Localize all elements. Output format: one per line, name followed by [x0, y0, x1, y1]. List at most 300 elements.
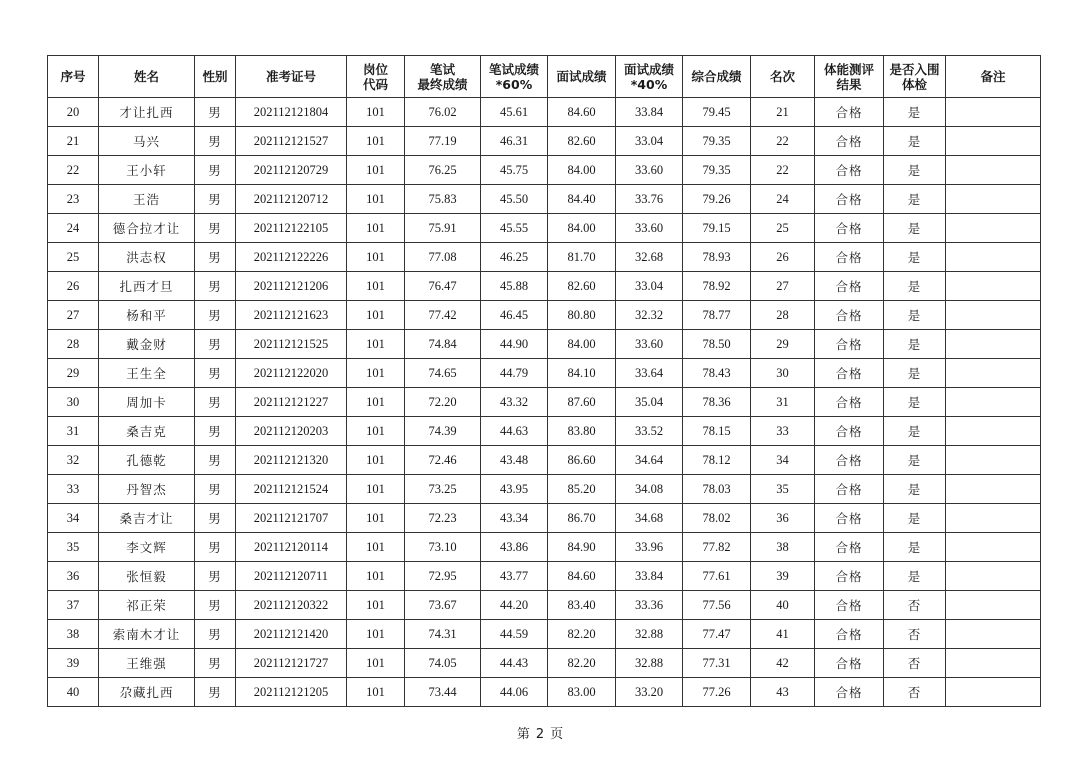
table-cell: 101	[347, 330, 405, 359]
table-row	[48, 417, 1041, 446]
table-cell: 30	[48, 388, 99, 417]
table-cell: 34.64	[616, 446, 683, 475]
table-cell	[946, 446, 1041, 475]
table-cell	[946, 243, 1041, 272]
table-cell: 78.77	[683, 301, 751, 330]
table-cell: 83.80	[548, 417, 616, 446]
table-cell: 是	[884, 533, 946, 562]
table-cell: 33	[48, 475, 99, 504]
table-cell: 否	[884, 620, 946, 649]
table-cell: 202112120114	[236, 533, 347, 562]
table-cell: 101	[347, 127, 405, 156]
table-cell: 戴金财	[99, 330, 195, 359]
table-cell: 77.26	[683, 678, 751, 707]
table-cell	[946, 98, 1041, 127]
header-cell: 名次	[751, 56, 815, 98]
table-cell: 是	[884, 127, 946, 156]
table-cell: 72.20	[405, 388, 481, 417]
table-cell: 王小轩	[99, 156, 195, 185]
table-cell: 合格	[815, 649, 884, 678]
table-cell: 王维强	[99, 649, 195, 678]
table-cell: 79.45	[683, 98, 751, 127]
table-cell: 是	[884, 417, 946, 446]
header-cell: 笔试成绩 *60%	[481, 56, 548, 98]
table-cell: 33.52	[616, 417, 683, 446]
table-cell: 82.20	[548, 649, 616, 678]
table-row	[48, 475, 1041, 504]
header-cell: 岗位 代码	[347, 56, 405, 98]
table-cell: 才让扎西	[99, 98, 195, 127]
table-cell: 30	[751, 359, 815, 388]
table-cell: 33.64	[616, 359, 683, 388]
page-footer	[0, 723, 1080, 742]
table-cell: 22	[751, 156, 815, 185]
table-cell: 男	[195, 388, 236, 417]
table-cell: 202112121420	[236, 620, 347, 649]
table-cell: 202112120711	[236, 562, 347, 591]
table-cell: 77.82	[683, 533, 751, 562]
table-cell: 101	[347, 678, 405, 707]
table-cell: 44.79	[481, 359, 548, 388]
table-cell: 24	[751, 185, 815, 214]
table-cell: 38	[48, 620, 99, 649]
table-cell: 77.31	[683, 649, 751, 678]
header-cell: 面试成绩	[548, 56, 616, 98]
table-cell: 73.25	[405, 475, 481, 504]
table-cell: 101	[347, 446, 405, 475]
table-cell: 是	[884, 156, 946, 185]
table-cell: 46.31	[481, 127, 548, 156]
table-row	[48, 504, 1041, 533]
table-cell: 44.06	[481, 678, 548, 707]
table-cell: 33.84	[616, 98, 683, 127]
table-row	[48, 678, 1041, 707]
table-cell: 46.25	[481, 243, 548, 272]
table-cell: 是	[884, 446, 946, 475]
table-cell	[946, 649, 1041, 678]
table-cell: 32	[48, 446, 99, 475]
table-cell: 78.43	[683, 359, 751, 388]
table-cell: 33.84	[616, 562, 683, 591]
table-cell: 45.61	[481, 98, 548, 127]
table-cell: 是	[884, 359, 946, 388]
table-cell: 202112121707	[236, 504, 347, 533]
table-cell: 83.00	[548, 678, 616, 707]
table-cell: 79.26	[683, 185, 751, 214]
table-cell: 否	[884, 678, 946, 707]
table-cell: 40	[48, 678, 99, 707]
table-cell: 82.20	[548, 620, 616, 649]
table-row	[48, 359, 1041, 388]
table-cell: 是	[884, 562, 946, 591]
table-cell: 合格	[815, 591, 884, 620]
table-cell: 是	[884, 185, 946, 214]
table-cell: 男	[195, 301, 236, 330]
table-cell: 77.19	[405, 127, 481, 156]
table-cell: 34.08	[616, 475, 683, 504]
table-cell: 101	[347, 272, 405, 301]
table-row	[48, 156, 1041, 185]
table-cell: 合格	[815, 272, 884, 301]
table-row	[48, 533, 1041, 562]
table-cell: 75.91	[405, 214, 481, 243]
table-cell	[946, 678, 1041, 707]
table-cell: 43.32	[481, 388, 548, 417]
table-cell: 33.60	[616, 214, 683, 243]
header-cell: 面试成绩 *40%	[616, 56, 683, 98]
table-cell: 202112120712	[236, 185, 347, 214]
table-cell: 77.61	[683, 562, 751, 591]
table-cell: 74.65	[405, 359, 481, 388]
table-row	[48, 214, 1041, 243]
table-cell: 21	[48, 127, 99, 156]
table-cell: 101	[347, 533, 405, 562]
table-cell: 101	[347, 388, 405, 417]
table-cell: 79.35	[683, 127, 751, 156]
table-cell: 78.50	[683, 330, 751, 359]
table-cell	[946, 301, 1041, 330]
table-cell: 202112121727	[236, 649, 347, 678]
table-cell: 101	[347, 649, 405, 678]
table-cell: 31	[751, 388, 815, 417]
table-cell: 合格	[815, 620, 884, 649]
table-row	[48, 127, 1041, 156]
table-cell: 79.15	[683, 214, 751, 243]
table-cell	[946, 591, 1041, 620]
table-cell: 33	[751, 417, 815, 446]
header-cell: 体能测评 结果	[815, 56, 884, 98]
table-row	[48, 330, 1041, 359]
header-cell: 姓名	[99, 56, 195, 98]
table-row	[48, 562, 1041, 591]
table-cell: 29	[751, 330, 815, 359]
table-cell: 20	[48, 98, 99, 127]
table-cell: 王生全	[99, 359, 195, 388]
table-cell: 合格	[815, 98, 884, 127]
table-cell: 43.77	[481, 562, 548, 591]
table-cell	[946, 330, 1041, 359]
table-cell	[946, 388, 1041, 417]
table-row	[48, 620, 1041, 649]
table-cell: 44.90	[481, 330, 548, 359]
table-cell: 44.43	[481, 649, 548, 678]
table-cell: 是	[884, 98, 946, 127]
table-cell: 男	[195, 98, 236, 127]
table-cell: 合格	[815, 301, 884, 330]
table-cell	[946, 214, 1041, 243]
table-cell	[946, 185, 1041, 214]
table-cell: 101	[347, 504, 405, 533]
table-cell: 72.95	[405, 562, 481, 591]
table-cell: 合格	[815, 562, 884, 591]
table-cell: 46.45	[481, 301, 548, 330]
table-cell: 男	[195, 504, 236, 533]
table-cell: 73.44	[405, 678, 481, 707]
table-cell: 86.70	[548, 504, 616, 533]
header-cell: 是否入围 体检	[884, 56, 946, 98]
table-cell: 33.60	[616, 330, 683, 359]
table-cell: 32.88	[616, 620, 683, 649]
results-table	[47, 55, 1041, 707]
table-cell: 24	[48, 214, 99, 243]
table-cell: 202112121804	[236, 98, 347, 127]
table-cell: 39	[48, 649, 99, 678]
table-cell: 33.60	[616, 156, 683, 185]
table-cell: 36	[751, 504, 815, 533]
table-cell: 丹智杰	[99, 475, 195, 504]
table-cell	[946, 127, 1041, 156]
table-cell: 26	[48, 272, 99, 301]
table-cell: 77.56	[683, 591, 751, 620]
table-cell: 23	[48, 185, 99, 214]
table-cell: 男	[195, 620, 236, 649]
table-cell: 101	[347, 417, 405, 446]
table-cell: 101	[347, 359, 405, 388]
table-cell: 是	[884, 330, 946, 359]
table-cell: 83.40	[548, 591, 616, 620]
table-cell: 索南木才让	[99, 620, 195, 649]
table-cell: 38	[751, 533, 815, 562]
table-cell: 73.10	[405, 533, 481, 562]
page-number: 2	[535, 727, 545, 742]
table-cell: 77.42	[405, 301, 481, 330]
table-cell: 22	[48, 156, 99, 185]
table-cell: 合格	[815, 446, 884, 475]
table-cell: 36	[48, 562, 99, 591]
table-cell: 101	[347, 562, 405, 591]
table-cell: 80.80	[548, 301, 616, 330]
table-cell: 45.50	[481, 185, 548, 214]
table-cell: 84.00	[548, 156, 616, 185]
page-suffix: 页	[550, 727, 564, 742]
table-cell: 是	[884, 388, 946, 417]
table-cell: 78.03	[683, 475, 751, 504]
table-cell: 合格	[815, 475, 884, 504]
page-prefix: 第	[516, 727, 530, 742]
table-cell: 男	[195, 678, 236, 707]
table-cell: 桑吉才让	[99, 504, 195, 533]
table-cell: 77.08	[405, 243, 481, 272]
table-row	[48, 649, 1041, 678]
table-cell	[946, 620, 1041, 649]
table-cell: 男	[195, 156, 236, 185]
header-cell: 序号	[48, 56, 99, 98]
table-cell: 是	[884, 214, 946, 243]
table-cell: 45.88	[481, 272, 548, 301]
table-cell: 73.67	[405, 591, 481, 620]
table-cell: 202112121527	[236, 127, 347, 156]
table-cell	[946, 359, 1041, 388]
table-cell: 84.60	[548, 98, 616, 127]
table-cell: 桑吉克	[99, 417, 195, 446]
table-cell: 男	[195, 562, 236, 591]
table-cell: 否	[884, 649, 946, 678]
table-cell: 是	[884, 272, 946, 301]
table-cell: 82.60	[548, 272, 616, 301]
table-row	[48, 388, 1041, 417]
table-cell: 洪志权	[99, 243, 195, 272]
table-cell	[946, 533, 1041, 562]
table-cell: 29	[48, 359, 99, 388]
table-cell: 78.02	[683, 504, 751, 533]
table-cell: 是	[884, 475, 946, 504]
table-cell: 合格	[815, 417, 884, 446]
table-cell: 77.47	[683, 620, 751, 649]
table-cell: 男	[195, 272, 236, 301]
table-row	[48, 185, 1041, 214]
table-cell: 马兴	[99, 127, 195, 156]
table-cell: 合格	[815, 678, 884, 707]
table-cell: 合格	[815, 214, 884, 243]
table-cell: 34	[751, 446, 815, 475]
table-cell	[946, 417, 1041, 446]
table-cell: 25	[751, 214, 815, 243]
table-cell: 否	[884, 591, 946, 620]
table-cell: 44.59	[481, 620, 548, 649]
table-cell: 21	[751, 98, 815, 127]
table-cell: 84.10	[548, 359, 616, 388]
table-row	[48, 98, 1041, 127]
table-cell: 101	[347, 156, 405, 185]
table-cell: 男	[195, 243, 236, 272]
table-cell	[946, 156, 1041, 185]
table-cell: 是	[884, 243, 946, 272]
table-cell: 72.46	[405, 446, 481, 475]
table-cell: 32.88	[616, 649, 683, 678]
table-cell: 35	[751, 475, 815, 504]
table-cell: 78.93	[683, 243, 751, 272]
table-cell: 79.35	[683, 156, 751, 185]
table-cell: 男	[195, 475, 236, 504]
table-row	[48, 591, 1041, 620]
table-cell: 扎西才旦	[99, 272, 195, 301]
table-cell: 87.60	[548, 388, 616, 417]
table-cell: 43.86	[481, 533, 548, 562]
table-cell: 74.31	[405, 620, 481, 649]
table-cell	[946, 272, 1041, 301]
table-cell: 78.36	[683, 388, 751, 417]
table-cell: 202112122020	[236, 359, 347, 388]
table-cell: 22	[751, 127, 815, 156]
header-cell: 备注	[946, 56, 1041, 98]
table-cell: 25	[48, 243, 99, 272]
table-cell: 34	[48, 504, 99, 533]
header-cell: 综合成绩	[683, 56, 751, 98]
table-cell: 周加卡	[99, 388, 195, 417]
table-cell: 101	[347, 185, 405, 214]
table-cell: 34.68	[616, 504, 683, 533]
table-body	[48, 98, 1041, 707]
table-cell: 101	[347, 301, 405, 330]
table-cell: 33.96	[616, 533, 683, 562]
table-cell: 78.92	[683, 272, 751, 301]
table-cell: 孔德乾	[99, 446, 195, 475]
table-cell: 40	[751, 591, 815, 620]
table-cell: 合格	[815, 330, 884, 359]
table-row	[48, 301, 1041, 330]
table-cell: 李文辉	[99, 533, 195, 562]
table-cell: 101	[347, 475, 405, 504]
table-cell: 男	[195, 214, 236, 243]
table-cell: 202112120729	[236, 156, 347, 185]
table-cell: 43.48	[481, 446, 548, 475]
table-cell: 202112121227	[236, 388, 347, 417]
table-cell: 28	[751, 301, 815, 330]
table-cell: 84.00	[548, 214, 616, 243]
table-row	[48, 272, 1041, 301]
table-cell: 74.39	[405, 417, 481, 446]
header-cell: 笔试 最终成绩	[405, 56, 481, 98]
table-cell: 是	[884, 301, 946, 330]
table-cell	[946, 504, 1041, 533]
table-cell: 合格	[815, 504, 884, 533]
table-cell: 202112120322	[236, 591, 347, 620]
table-cell: 杨和平	[99, 301, 195, 330]
table-cell: 202112122105	[236, 214, 347, 243]
table-cell: 41	[751, 620, 815, 649]
table-cell: 男	[195, 533, 236, 562]
table-cell: 合格	[815, 243, 884, 272]
table-cell: 101	[347, 98, 405, 127]
table-cell: 合格	[815, 156, 884, 185]
table-cell: 43.34	[481, 504, 548, 533]
table-row	[48, 243, 1041, 272]
table-cell: 72.23	[405, 504, 481, 533]
table-cell: 男	[195, 127, 236, 156]
table-cell: 男	[195, 330, 236, 359]
table-cell: 85.20	[548, 475, 616, 504]
header-cell: 准考证号	[236, 56, 347, 98]
table-cell: 26	[751, 243, 815, 272]
table-cell: 101	[347, 214, 405, 243]
table-cell: 33.20	[616, 678, 683, 707]
table-cell: 84.60	[548, 562, 616, 591]
table-cell: 33.76	[616, 185, 683, 214]
table-cell: 27	[48, 301, 99, 330]
table-cell: 202112121524	[236, 475, 347, 504]
table-cell: 202112121206	[236, 272, 347, 301]
table-cell: 74.05	[405, 649, 481, 678]
table-cell: 德合拉才让	[99, 214, 195, 243]
table-cell: 35.04	[616, 388, 683, 417]
table-cell: 33.36	[616, 591, 683, 620]
table-cell: 202112121525	[236, 330, 347, 359]
table-cell: 44.63	[481, 417, 548, 446]
table-cell: 202112121320	[236, 446, 347, 475]
table-cell: 男	[195, 446, 236, 475]
table-cell: 27	[751, 272, 815, 301]
table-cell: 75.83	[405, 185, 481, 214]
table-cell: 王浩	[99, 185, 195, 214]
table-cell: 202112122226	[236, 243, 347, 272]
header-row	[48, 56, 1041, 98]
table-cell: 合格	[815, 359, 884, 388]
table-cell: 男	[195, 359, 236, 388]
table-row	[48, 446, 1041, 475]
table-cell: 74.84	[405, 330, 481, 359]
table-cell: 84.00	[548, 330, 616, 359]
table-cell: 31	[48, 417, 99, 446]
table-cell: 35	[48, 533, 99, 562]
table-cell: 101	[347, 243, 405, 272]
header-cell: 性别	[195, 56, 236, 98]
table-cell: 202112120203	[236, 417, 347, 446]
table-cell: 76.25	[405, 156, 481, 185]
table-cell: 45.55	[481, 214, 548, 243]
table-cell: 43	[751, 678, 815, 707]
table-cell: 37	[48, 591, 99, 620]
table-cell: 202112121205	[236, 678, 347, 707]
